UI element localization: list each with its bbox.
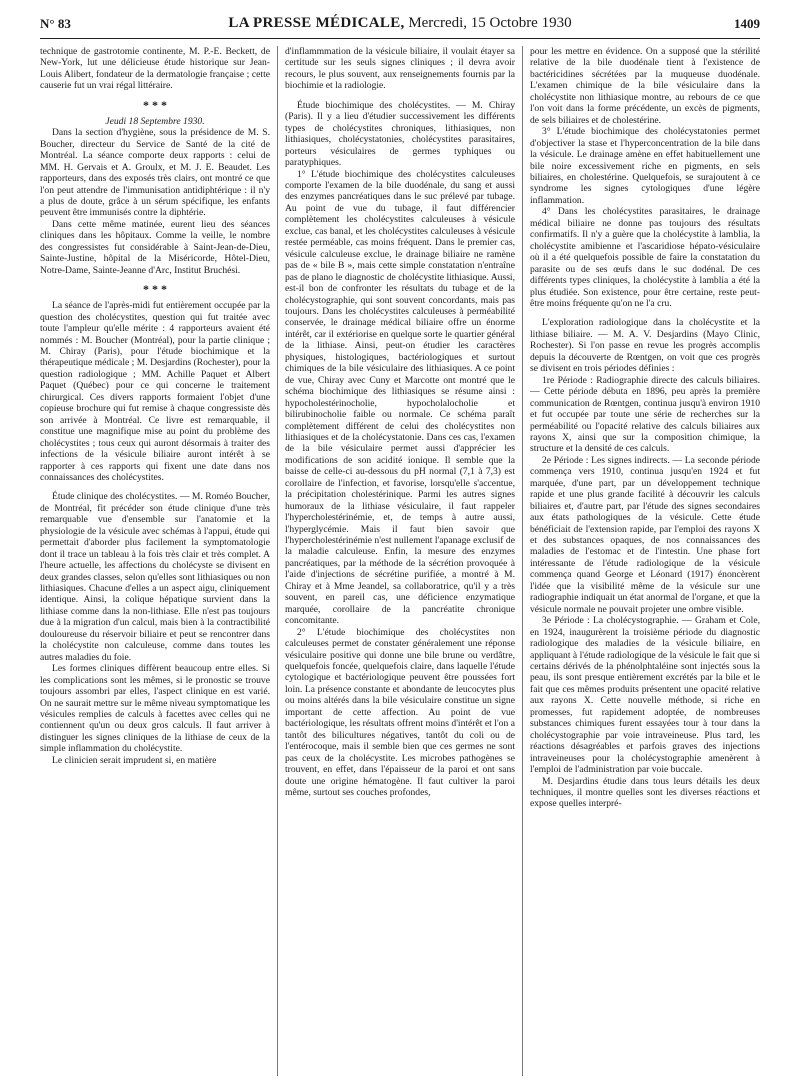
paragraph: M. Desjardins étudie dans tous leurs détails les deux techniques, il montre quelles sont les diverses réactions et expose quelles interpré- bbox=[530, 775, 760, 810]
page-number: 1409 bbox=[734, 16, 760, 31]
paragraph: Les formes cliniques diffèrent beaucoup entre elles. Si les complications sont les mêmes, si le pronostic se trouve toujours assombri par elles, l'aspect clinique en est varié. On ne saurait mettre sur le même niveau symptomatique les vésicules remplies de calculs à facettes avec celles qui ne contiennent qu'un ou deux gros calculs. Il faut arriver à distinguer les signes cliniques de la lithiase de ceux de la simple inflammation du cholécystite. bbox=[40, 663, 270, 755]
issue-date: Mercredi, 15 Octobre 1930 bbox=[408, 15, 572, 31]
paragraph: La séance de l'après-midi fut entièrement occupée par la question des cholécystites, question qui fut traitée avec toute l'ampleur qu'elle mérite : 4 rapporteurs avaient été nommés : M. Boucher (Montréal), pour la partie clinique ; M. Chiray (Paris), pour l'étude biochimique et la thérapeutique médicale ; M. Desjardins (Rochester), pour la question radiologique ; MM. Achille Paquet et Albert Paquet (Québec) pour ce qui concerne le traitement chirurgical. Ces divers rapports formaient l'objet d'une copieuse brochure qui fut remise à chaque congressiste dès son arrivée à Montréal. Ce livre est remarquable, il constitue une magnifique mise au point du problème des cholécystites ; tous ceux qui auront désormais à traiter des infections de la vésicule biliaire auront intérêt à se rapporter à ces rapports qui fixent une date dans nos connaissances des cholécystites. bbox=[40, 300, 270, 483]
paragraph: L'exploration radiologique dans la cholécystite et la lithiase biliaire. — M. A. V. Desjardins (Mayo Clinic, Rochester). Si l'on passe en revue les progrès accomplis depuis la découverte de Rœntgen, on voit que ces progrès se divisent en trois périodes définies : bbox=[530, 317, 760, 375]
paragraph: Étude clinique des cholécystites. — M. Roméo Boucher, de Montréal, fit précéder son étude clinique d'une très remarquable vue d'ensemble sur l'anatomie et la physiologie de la vésicule avec schémas à l'appui, étude qui permettait d'aborder plus facilement la symptomatologie dont il trace un tableau à la fois très clair et très complet. A l'heure actuelle, les affections du cholécyste se divisent en deux grandes classes, selon qu'elles sont lithiasiques ou non lithiasiques. Chacune d'elles a un aspect aigu, cliniquement identique. Ainsi, la colique hépatique survient dans la lithiase comme dans la non-lithiase. Elle n'est pas toujours due à la migration d'un calcul, mais bien à la contractibilité douloureuse du réservoir biliaire et peut se rencontrer dans la cholécystite non calculeuse, comme dans toutes les autres maladies du foie. bbox=[40, 491, 270, 663]
paragraph: 1° L'étude biochimique des cholécystites calculeuses comporte l'examen de la bile duodénale, du sang et aussi des enzymes pancréatiques dans le suc prélevé par tubage. Au point de vue du tubage, il faut différencier complètement les cholécystites calculeuses à vésicule exclue, cas banal, et les cholécystites calculeuses à vésicule restée perméable, cas moins fréquent. Dans le premier cas, vésicule calculeuse exclue, le drainage biliaire ne ramène pas de « bile B », mais cette simple constatation n'entraîne pas de plano le diagnostic de cholécystite lithiasique. Aussi, est-il bon de confronter les résultats du tubage et de la cholécystographie, qui sont souvent concordants, mais pas toujours. Dans les cholécystites calculeuses à perméabilité conservée, le drainage médical biliaire offre un énorme intérêt, car il extériorise en quelque sorte le quartier général de la lithiase. Ainsi, peut-on étudier les caractères physiques, histologiques, bactériologiques et surtout chimiques de la bile vésiculaire des lithiasiques. A ce point de vue, Chiray avec Cuny et Marcotte ont montré que le schéma biochimique des lithiasiques se résume ainsi : hypocholestérinocholie, hypocholalocholie et bilirubinocholie faible ou normale. Ce schéma paraît complètement différent de celui des cholécystites non lithiasiques et de la cholécystatonie. Dans ces cas, l'examen de la bile vésiculaire permet aussi d'apprécier les modifications de son acidité ionique. Il semble que la baisse de celle-ci au-dessous du pH normal (7,1 à 7,3) est corollaire de l'infection, et favorise, lorsqu'elle s'accentue, la précipitation cholestérinique. Parmi les autres signes humoraux de la lithiase vésiculaire, il faut rappeler l'hypercholestérinémie, et, de temps à autre aussi, l'hyperglycémie. Mais il faut bien savoir que l'hypercholestérinémie n'est nullement l'apanage exclusif de la maladie calculeuse. Enfin, la mesure des enzymes pancréatiques, par la méthode de la sécrétion provoquée à l'aide d'injections de sécrétine purifiée, a montré à M. Chiray et à Mme Jeandel, sa collaboratrice, qu'il y a très souvent, en pareil cas, une déficience enzymatique marquée, corollaire de la pancréatite chronique concomitante. bbox=[285, 168, 515, 627]
issue-number: N° 83 bbox=[40, 16, 71, 31]
paragraph: Dans la section d'hygiène, sous la présidence de M. S. Boucher, directeur du Service de Santé de la cité de Montréal. La séance comporte deux rapports : celui de MM. H. Gervais et A. Groulx, et M. J. E. Beaudet. Les rapporteurs, dans des exposés très clairs, ont montré ce que l'on peut attendre de l'immunisation antidiphtérique : il n'y a plus de doute, grâce à un sérum spécifique, les enfants peuvent être immunisés contre la diphtérie. bbox=[40, 127, 270, 219]
journal-name: LA PRESSE MÉDICALE, bbox=[228, 15, 405, 31]
column-1 bbox=[40, 46, 270, 1076]
paragraph: Étude biochimique des cholécystites. — M. Chiray (Paris). Il y a lieu d'étudier successivement les différents types de cholécystites chroniques, lithiasiques, non lithiasiques, cholécystatonies, cholécystites parasitaires, porteurs vésiculaires de germes typhiques ou paratyphiques. bbox=[285, 99, 515, 169]
section-separator: * * * bbox=[143, 282, 167, 297]
paragraph: 2° L'étude biochimique des cholécystites non calculeuses permet de constater généralement une réponse vésiculaire positive qui donne une bile brune ou verdâtre, quelquefois foncée, quelquefois claire, dans laquelle l'étude cytologique et bactériologique peuvent être poussées fort loin. La présence constante et abondante de leucocytes plus ou moins altérés dans la bile vésiculaire constitue un signe important de cette affection. Au point de vue bactériologique, les résultats offrent moins d'intérêt et l'on a tantôt des bilicultures négatives, tantôt du coli ou de l'entérocoque, mais il semble bien que ces germes ne sont pas ceux de la cholécystite. Les microbes pathogènes se trouvent, en effet, dans l'épaisseur de la paroi et ont sans doute une origine hématogène. Il faut cultiver la paroi même, surtout ses couches profondes, bbox=[285, 626, 515, 798]
paragraph: pour les mettre en évidence. On a supposé que la stérilité relative de la bile duodénale tient à l'existence de bactéricidines sécrétées par la muqueuse duodénale. L'examen chimique de la bile vésiculaire dans la cholécystite non lithiasique montre, au rebours de ce que l'on voit dans la forme précédente, un excès de pigments, de sels biliaires et de cholestérine. bbox=[530, 46, 760, 126]
article-columns bbox=[40, 46, 760, 1076]
column-2 bbox=[285, 46, 515, 1076]
column-3 bbox=[530, 46, 760, 1076]
paragraph: 4° Dans les cholécystites parasitaires, le drainage médical biliaire ne donne pas toujours des résultats confirmatifs. Il n'y a guère que la cholécystite à lamblia, la cholécystite amibienne et l'ascaridiose hépato-vésiculaire où il a été quelquefois possible de faire la constatation du parasite ou de ses œufs dans le suc dodénal. De ces différents types cliniques, la cholécystite à lamblia a été la plus étudiée. Son existence, pour être certaine, reste peut-être moins fréquente qu'on ne l'a cru. bbox=[530, 206, 760, 309]
paragraph: Dans cette même matinée, eurent lieu des séances cliniques dans les hôpitaux. Comme la veille, le nombre des congressistes fut considérable à Saint-Jean-de-Dieu, Sainte-Justine, hôpital de la Miséricorde, Hôtel-Dieu, Notre-Dame, Sainte-Jeanne d'Arc, Institut Bruchési. bbox=[40, 218, 270, 276]
header-title bbox=[40, 15, 760, 32]
paragraph: 1re Période : Radiographie directe des calculs biliaires. — Cette période débuta en 1896, peu après la première communication de Rœntgen, continua jusqu'à environ 1910 et fut occupée par toute une série de recherches sur la perméabilité ou l'opacité relative des calculs biliaires aux rayons X, ainsi que sur la composition chimique, la structure et la densité de ces calculs. bbox=[530, 374, 760, 455]
page-header bbox=[40, 14, 760, 39]
paragraph: Le clinicien serait imprudent si, en matière bbox=[52, 754, 217, 766]
paragraph: 3e Période : La cholécystographie. — Graham et Cole, en 1924, inaugurèrent la troisième période du diagnostic radiologique des maladies de la vésicule biliaire, en appliquant à l'étude radiologique de la vésicule le fait que si certains dérivés de la phénolphtaléine sont injectés sous la peau, ils sont presque entièrement excrétés par la bile et le fait que ces mêmes produits présentent une opacité relative aux rayons X. Cette nouvelle méthode, si riche en promesses, fut rapidement adoptée, de nombreuses substances chimiques furent essayées tour à tour dans la cholécystographie par voie intraveineuse. Plus tard, les réactions désagréables et parfois graves des injections intraveineuses pour la cholécystographie amenèrent à l'emploi de l'administration par voie buccale. bbox=[530, 615, 760, 776]
paragraph: technique de gastrotomie continente, M. P.-E. Beckett, de New-York, lut une délicieuse étude historique sur Jean-Louis Alibert, fondateur de la dermatologie française ; cette causerie fut un vrai régal littéraire. bbox=[40, 46, 270, 92]
column-rule bbox=[522, 46, 523, 1076]
paragraph: 3° L'étude biochimique des cholécystatonies permet d'objectiver la stase et l'hyperconcentration de la bile dans la vésicule. Le drainage amène en effet habituellement une bile noire excessivement riche en pigments, en sels biliaires, en cholestérine. Quelquefois, se surajoutent à ce syndrome les signes cytologiques d'une légère inflammation. bbox=[530, 126, 760, 206]
paragraph: d'inflammmation de la vésicule biliaire, il voulait étayer sa certitude sur les seuls signes cliniques ; il devra avoir recours, le plus souvent, aux renseignements fournis par la biochimie et la radiologie. bbox=[285, 46, 515, 92]
paragraph: 2e Période : Les signes indirects. — La seconde période commença vers 1910, continua jusqu'en 1924 et fut marquée, d'une part, par un développement technique rapide et une plus grande facilité à découvrir les calculs biliaires et, d'autre part, par l'étude des signes secondaires aux états pathologiques de la vésicule. Cette étude bénéficiait de l'extension rapide, par l'emploi des rayons X et des substances opaques, de nos connaissances des maladies de l'estomac et de l'intestin. Une phase fort intéressante de l'étude radiologique de la vésicule commença quand George et Léonard (1917) énoncèrent l'idée que la visibilité même de la vésicule sur une radiographie indiquait un état anormal de l'organe, et que la vésicule normale ne pouvait projeter une ombre visible. bbox=[530, 454, 760, 615]
dateline: Jeudi 18 Septembre 1930. bbox=[105, 115, 205, 127]
section-separator: * * * bbox=[143, 97, 167, 112]
column-rule bbox=[277, 46, 278, 1076]
